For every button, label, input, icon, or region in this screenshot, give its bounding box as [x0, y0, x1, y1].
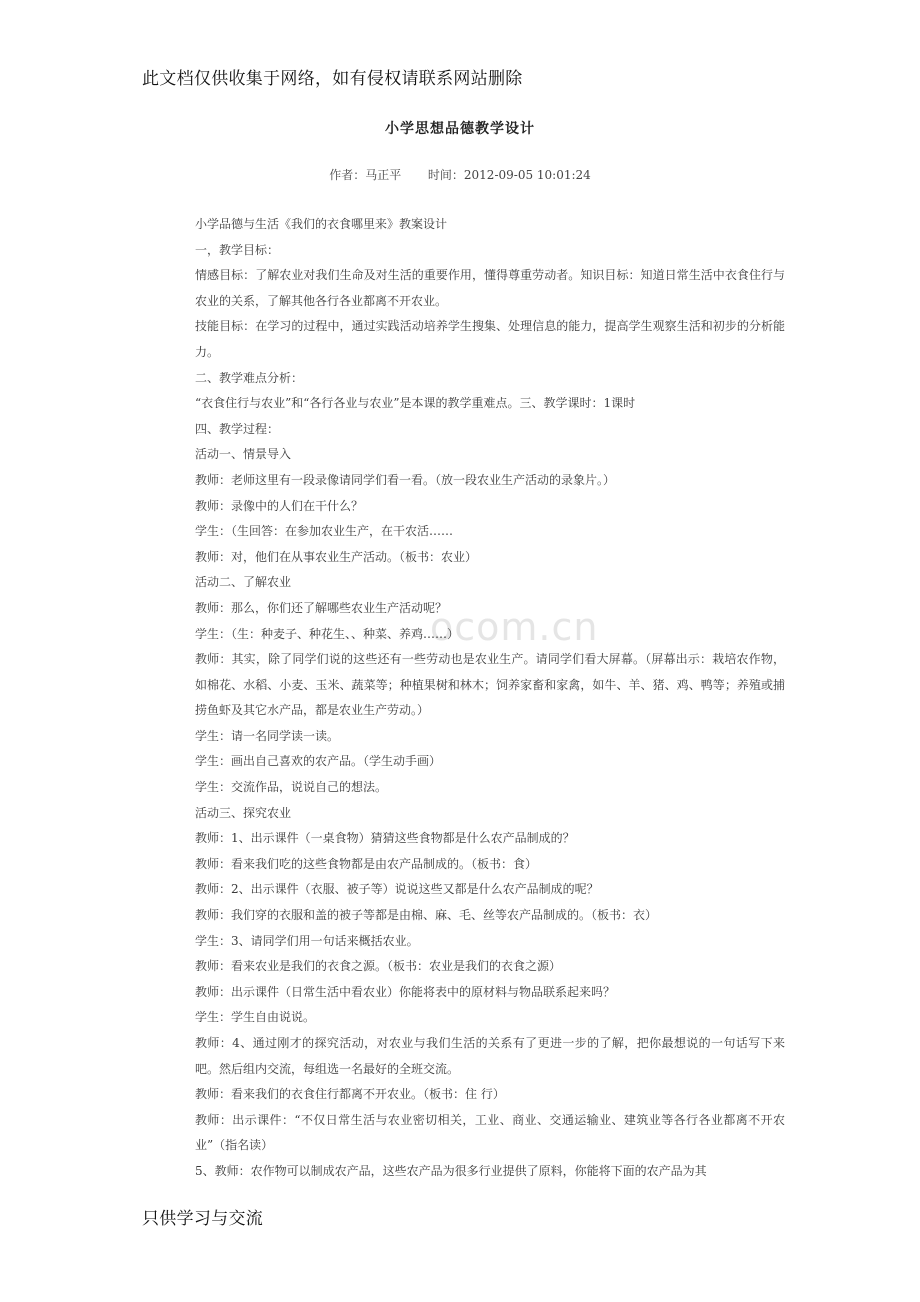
- body-paragraph: 教师：出示课件：“不仅日常生活与农业密切相关，工业、商业、交通运输业、建筑业等各行各业都离不开农业”（指名读）: [195, 1112, 785, 1153]
- body-paragraph: 活动一、情景导入: [195, 447, 292, 462]
- body-paragraph: 活动三、探究农业: [195, 805, 292, 820]
- body-paragraph: 情感目标：了解农业对我们生命及对生活的重要作用，懂得尊重劳动者。知识目标：知道日常生活中衣食住行与农业的关系，了解其他各行各业都离不开农业。: [195, 268, 785, 308]
- body-paragraph: 教师：看来农业是我们的衣食之源。（板书：农业是我们的衣食之源）: [195, 959, 562, 974]
- body-paragraph: 教师：我们穿的衣服和盖的被子等都是由棉、麻、毛、丝等农产品制成的。（板书：衣）: [195, 908, 658, 923]
- document-body: [195, 212, 785, 1185]
- body-paragraph: 教师：看来我们的衣食住行都离不开农业。（板书：住 行）: [195, 1087, 505, 1102]
- document-title: 小学思想品德教学设计: [385, 121, 535, 137]
- body-paragraph: 学生：画出自己喜欢的农产品。（学生动手画）: [195, 754, 442, 769]
- body-paragraph: 教师：对，他们在从事农业生产活动。（板书：农业）: [195, 549, 478, 564]
- body-paragraph: “衣食住行与农业”和“各行各业与农业”是本课的教学重难点。三、教学课时：1课时: [195, 396, 636, 411]
- watermark: ocom.cn: [430, 605, 599, 649]
- body-paragraph: 二、教学难点分析：: [195, 370, 304, 385]
- body-paragraph: 活动二、了解农业: [195, 575, 292, 590]
- body-paragraph: 小学品德与生活《我们的衣食哪里来》教案设计: [195, 217, 448, 231]
- body-paragraph: 教师：录像中的人们在干什么？: [195, 498, 364, 513]
- body-paragraph: 教师：看来我们吃的这些食物都是由农产品制成的。（板书：食）: [195, 856, 538, 871]
- body-paragraph: 技能目标：在学习的过程中，通过实践活动培养学生搜集、处理信息的能力，提高学生观察生活和初步的分析能力。: [195, 319, 785, 359]
- body-paragraph: 一，教学目标：: [195, 242, 280, 257]
- author-time-line: [0, 166, 920, 183]
- body-paragraph: 学生：交流作品，说说自己的想法。: [195, 780, 388, 795]
- body-paragraph: 学生：（生回答：在参加农业生产，在干农活……: [195, 524, 454, 539]
- body-paragraph: 教师：老师这里有一段录像请同学们看一看。（放一段农业生产活动的录象片。）: [195, 472, 616, 487]
- body-paragraph: 5、教师：农作物可以制成农产品，这些农产品为很多行业提供了原料，你能将下面的农产品为其: [195, 1163, 707, 1178]
- body-paragraph: 教师：2、出示课件（衣服、被子等）说说这些又都是什么农产品制成的呢？: [195, 882, 599, 897]
- body-paragraph: 教师：4、通过刚才的探究活动，对农业与我们生活的关系有了更进一步的了解，把你最想说的一句话写下来吧。然后组内交流，每组选一名最好的全班交流。: [195, 1036, 785, 1076]
- footer-note: 只供学习与交流: [142, 1209, 264, 1229]
- body-paragraph: 学生：请一名同学读一读。: [195, 728, 340, 743]
- body-paragraph: 学生：3、请同学们用一句话来概括农业。: [195, 933, 419, 948]
- body-paragraph: 教师：其实，除了同学们说的这些还有一些劳动也是农业生产。请同学们看大屏幕。（屏幕出示：栽培农作物，如棉花、水稻、小麦、玉米、蔬菜等；种植果树和林木；饲养家畜和家禽，如牛、羊、猪、鸡、鸭等；养殖或捕捞鱼虾及其它水产品，都是农业生产劳动。）: [195, 652, 785, 718]
- body-paragraph: 教师：出示课件（日常生活中看农业）你能将表中的原材料与物品联系起来吗？: [195, 984, 616, 999]
- body-paragraph: 四、教学过程：: [195, 421, 280, 436]
- body-paragraph: 学生：学生自由说说。: [195, 1010, 316, 1025]
- author-text: 作者：马正平: [329, 168, 402, 182]
- body-paragraph: 教师：1、出示课件（一桌食物）猜猜这些食物都是什么农产品制成的？: [195, 831, 575, 846]
- body-paragraph: 教师：那么，你们还了解哪些农业生产活动呢？: [195, 600, 448, 615]
- body-paragraph: 学生：（生：种麦子、种花生、、种菜、养鸡……）: [195, 626, 460, 641]
- time-text: 时间：2012-09-05 10:01:24: [427, 168, 591, 182]
- header-disclaimer: 此文档仅供收集于网络，如有侵权请联系网站删除: [142, 69, 523, 89]
